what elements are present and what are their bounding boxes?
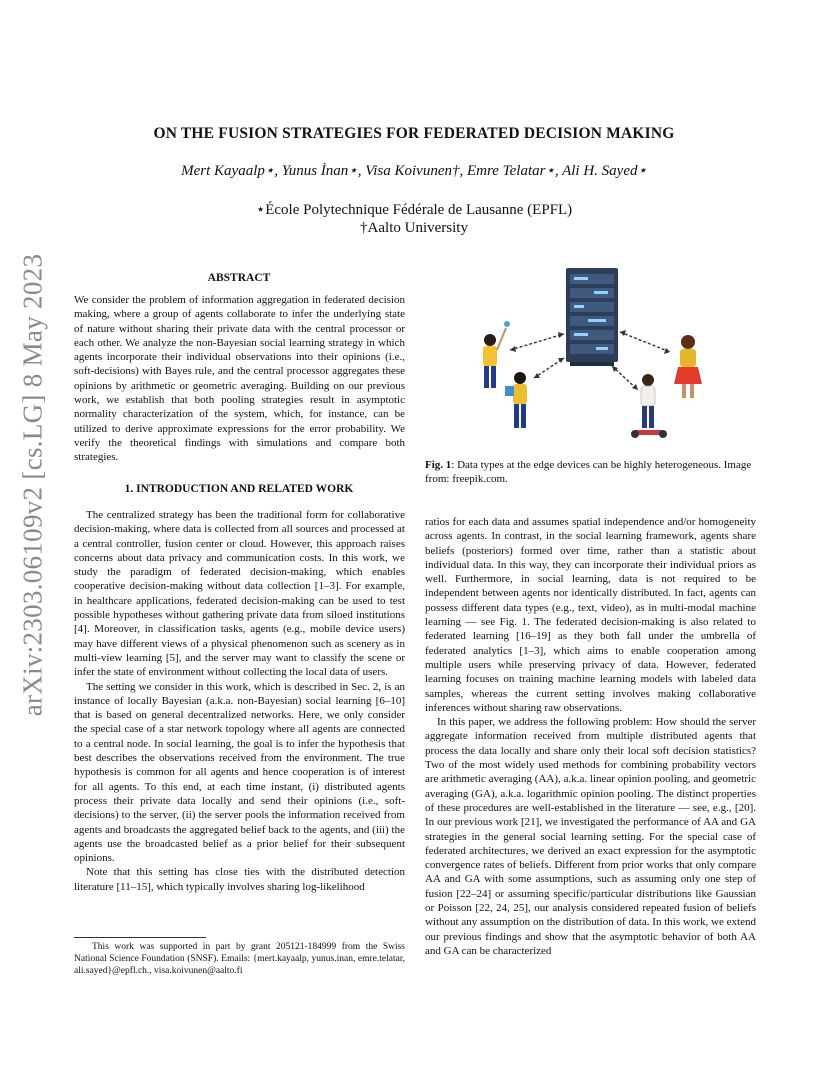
intro-paragraph-3: Note that this setting has close ties with the distributed detection literature [11–15], which typically involves sharing log-likelihood [74, 866, 405, 893]
agent-person-icon [483, 321, 510, 388]
figure-caption [425, 458, 756, 487]
section-heading: 1. INTRODUCTION AND RELATED WORK [124, 483, 354, 495]
figure-1-illustration [470, 262, 730, 448]
agent-person-icon [631, 374, 667, 438]
agent-person-icon [674, 335, 702, 398]
intro-paragraph-2: The setting we consider in this work, which is described in Sec. 2, is an instance of locally Bayesian (a.k.a. non-Bayesian) social learning [6–10] that is based on general decentralized networks. Here, we only consider the special case of a star network topology where all agents are connected to a central node. In social learning, the goal is to infer the hypothesis that best describes the observations received from the environment. The true hypothesis is common for all agents and hence cooperation is of interest for all agents. To this end, at each time instant, (i) distributed agents process their private data locally and send their opinions (i.e., soft-decisions) to the server, (ii) the server pools the information received from agents and broadcasts the aggregated belief back to the agents, and (iii) the agents use the broadcasted belief as a prior belief for their subsequent opinions. [74, 680, 405, 865]
server-rack-icon [566, 268, 618, 366]
intro-column [74, 508, 405, 894]
affiliation-aalto: †Aalto University [360, 220, 468, 236]
abstract-heading: ABSTRACT [207, 272, 271, 284]
figure-label: Fig. 1 [425, 459, 452, 471]
arxiv-stamp [8, 253, 58, 717]
footnote: This work was supported in part by grant 205121-184999 from the Swiss National Science Foundation (SNSF). Emails: {mert.kayaalp, yunus.inan, emre.telatar, ali.sayed}@epfl.ch., visa.koivunen@aalto.fi [74, 942, 405, 977]
abstract-text: We consider the problem of information aggregation in federated decision making, where a group of agents collaborate to infer the underlying state of nature without sharing their private data with the central processor or each other. We analyze the non-Bayesian social learning strategy in which agents incorporate their individual observations into their opinions (i.e., soft-decisions) with Bayes rule, and the central processor aggregates these opinions by arithmetic or geometric averaging. Building on our previous work, we establish that both pooling strategies result in asymptotic normality characterization of the system, which, for instance, can be utilized to derive approximate expressions for the error probability. We verify the theoretical findings with simulations and compare both strategies. [74, 294, 405, 464]
intro-paragraph-1: The centralized strategy has been the traditional form for collaborative decision-making, where data is collected from all sources and processed at a central controller, fusion center or cloud. However, this approach raises concerns about data privacy and communication costs. In this work, we study the paradigm of federated decision-making, which enables cooperative decision-making without data collection [1–3]. For example, in healthcare applications, federated decision-making can be used to test possible hypotheses without gathering private data from siloed institutions [4]. Moreover, in classification tasks, agents (e.g., mobile device users) may have different views of a physical phenomenon such as scenery as in multi-view learning [5], and the server may want to classify the scene or infer the state of environment without collecting the local data of users. [74, 509, 405, 679]
arxiv-id: arXiv:2303.06109v2 [cs.LG] 8 May 2023 [17, 253, 48, 717]
affiliations [0, 201, 828, 237]
footnote-rule [74, 937, 206, 938]
figure-caption-text: : Data types at the edge devices can be highly heterogeneous. Image from: freepik.com. [425, 459, 752, 486]
abstract-body [74, 293, 405, 465]
right-paragraph-2: In this paper, we address the following problem: How should the server aggregate information received from multiple distributed agents that process the data locally and share only their local soft decision statistics? Two of the most widely used methods for combining probability vectors are arithmetic averaging (AA), a.k.a. linear opinion pooling, and geometric averaging (GA), a.k.a. logarithmic opinion pooling. The distinct properties of these procedures are well-established in the literature — see, e.g., [20]. In our previous work [21], we investigated the performance of AA and GA strategies in the general social learning setting. For the special case of federated architectures, we derived an exact expression for the asymptotic convergence rates of beliefs. Different from prior works that only compare AA and GA with some assumptions, such as assuming only one step of fusion [22–24] or assuming specific/particular distributions like Gaussian or Poisson [22, 24, 25], our analysis considered repeated fusion of beliefs without any assumption on the distribution of data. In this work, we extend our previous findings and show that the asymptotic behavior of both AA and GA can be characterized [425, 716, 756, 957]
author-list: Mert Kayaalp⋆, Yunus İnan⋆, Visa Koivunen†, Emre Telatar⋆, Ali H. Sayed⋆ [181, 163, 647, 179]
affiliation-epfl: ⋆École Polytechnique Fédérale de Lausanne (EPFL) [255, 202, 573, 218]
right-paragraph-1: ratios for each data and assumes spatial independence and/or homogeneity across agents. In contrast, in the social learning framework, agents share beliefs (posteriors) formed over time, rather than a statistic about individual data. In this way, they can incorporate their individual priors as well. Furthermore, in social learning, data is not required to be independent between agents nor identically distributed. In fact, agents can possess different data types (e.g., text, video), as in multi-modal machine learning — see Fig. 1. The federated decision-making is also related to federated learning [16–19] as they both fall under the umbrella of federated analytics [1–3], which aims to enable cooperation among multiple users while preserving privacy of data. However, federated learning focuses on training machine learning models with labeled data samples, whereas the current setting involves making collaborative inferences without sharing raw observations. [425, 516, 756, 714]
agent-person-icon [505, 372, 527, 428]
right-column [425, 515, 756, 958]
paper-title: ON THE FUSION STRATEGIES FOR FEDERATED DECISION MAKING [153, 125, 675, 142]
